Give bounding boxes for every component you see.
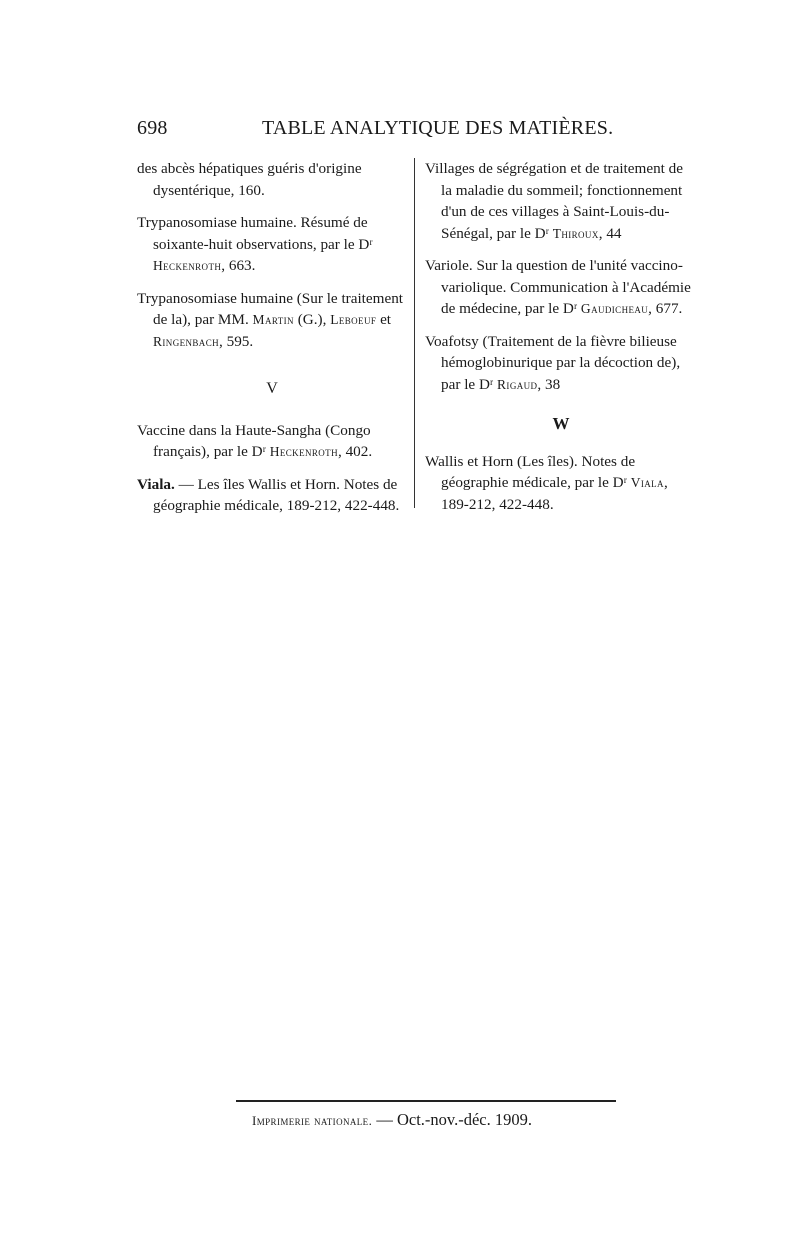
entry-text: des abcès hépatiques guéris d'origine dysentérique, 160. <box>137 160 362 199</box>
page-refs: , 402. <box>337 443 373 460</box>
printer-name: Imprimerie nationale. <box>252 1113 373 1128</box>
page-header <box>137 117 614 147</box>
page-refs: , 38 <box>537 375 561 393</box>
page-refs: , 677. <box>648 300 683 317</box>
footer-rule <box>236 1100 616 1102</box>
entry-text: Vaccine dans la Haute-Sangha (Congo français), par le Dʳ <box>137 421 371 460</box>
page-refs: , 663. <box>221 257 256 274</box>
print-date: — Oct.-nov.-déc. 1909. <box>372 1110 532 1129</box>
index-entry <box>425 158 697 244</box>
index-entry <box>137 420 407 463</box>
printer-footer <box>252 1110 612 1130</box>
author-name: Martin <box>252 312 294 327</box>
page-number: 698 <box>137 117 168 139</box>
author-name: Thiroux <box>552 225 599 241</box>
entry-text: Wallis et Horn (Les îles). Notes de géographie médicale, par le Dʳ <box>425 452 636 491</box>
section-letter-w: W <box>552 414 570 433</box>
right-column <box>425 158 697 526</box>
entry-text: Variole. Sur la question de l'unité vaccino-variolique. Communication à l'Académie de médecine, par le Dʳ <box>425 257 691 317</box>
author-name: Gaudicheau <box>580 301 649 316</box>
page-refs: , 595. <box>219 332 254 350</box>
entry-text: et <box>376 311 392 328</box>
index-entry <box>425 331 697 396</box>
author-name: Heckenroth <box>269 444 338 459</box>
author-name: Heckenroth <box>153 258 222 273</box>
section-letter-v: V <box>266 380 278 397</box>
entry-lead: Viala. <box>137 475 175 493</box>
page-refs: , 189-212, 422-448. <box>441 474 668 513</box>
entry-text: Trypanosomiase humaine. Résumé de soixante-huit observations, par le Dʳ <box>137 214 373 253</box>
author-name: Leboeuf <box>330 312 377 327</box>
running-title: TABLE ANALYTIQUE DES MATIÈRES. <box>262 117 614 139</box>
entry-text: — Les îles Wallis et Horn. Notes de géographie médicale, 189-212, 422-448. <box>153 475 400 514</box>
author-name: Viala <box>630 475 664 490</box>
entry-text: Trypanosomiase humaine (Sur le traitement de la), par MM. <box>137 289 404 328</box>
column-divider <box>414 158 415 508</box>
entry-text: Voafotsy (Traitement de la fièvre bilieuse hémoglobinurique par la décoction de), par le Dʳ <box>425 332 681 393</box>
index-entry <box>137 212 407 277</box>
page-refs: , 44 <box>598 224 622 242</box>
author-name: Ringenbach <box>153 333 220 349</box>
index-entry <box>137 288 407 353</box>
entry-text: (G.), <box>293 311 331 328</box>
index-entry <box>137 474 407 517</box>
index-entry <box>137 158 407 201</box>
author-name: Rigaud <box>497 376 538 392</box>
index-entry <box>425 255 697 320</box>
index-entry <box>425 451 697 516</box>
entry-text: Villages de ségrégation et de traitement de la maladie du sommeil; fonctionnement d'un de ces villages à Saint-Louis-du-Sénégal, par le Dʳ <box>425 160 684 242</box>
left-column <box>137 158 407 528</box>
